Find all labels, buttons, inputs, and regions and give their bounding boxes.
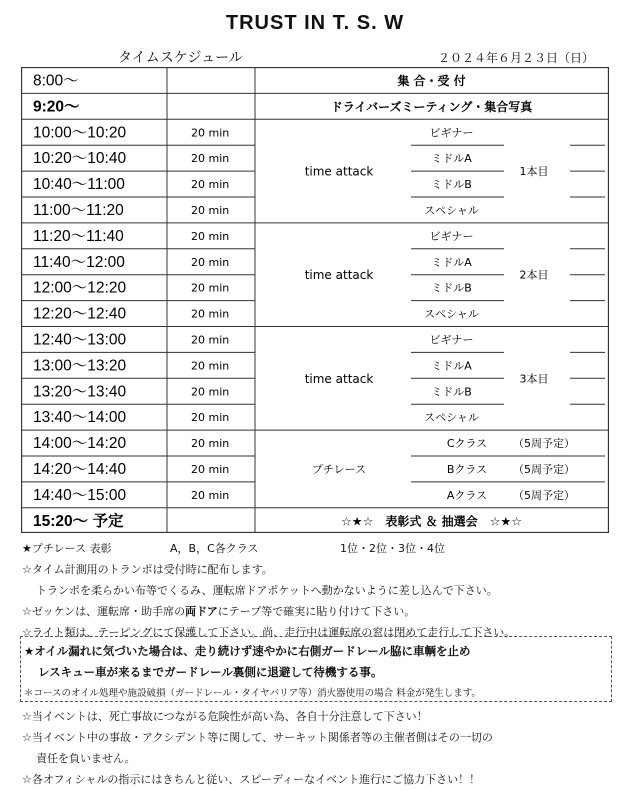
petit-race-label: プチレース	[311, 462, 367, 476]
slot-class: ビギナー	[429, 333, 474, 347]
slot-class: ミドルA	[431, 152, 472, 166]
note-number-plate-a: ☆ゼッケンは、運転席・助手席の	[22, 605, 186, 618]
meeting-time: 9:20〜	[33, 98, 80, 116]
slot-time: 12:40〜13:00	[33, 331, 127, 349]
block-run: 2本目	[519, 268, 549, 282]
slot-time: 14:40〜15:00	[33, 486, 127, 504]
note-number-plate-b: 両ドア	[185, 605, 218, 618]
slot-class: スペシャル	[424, 307, 479, 321]
race-laps: （5周予定）	[513, 462, 575, 476]
slot-duration: 20 min	[191, 333, 230, 347]
slot-class: ミドルA	[431, 255, 472, 269]
page-title: TRUST IN T. S. W	[225, 12, 405, 34]
note-liability: ☆当イベント中の事故・アクシデント等に関して、サーキット関係者等の主催者側はその一切の	[22, 731, 493, 744]
slot-class: スペシャル	[424, 411, 479, 425]
slot-duration: 20 min	[191, 385, 230, 399]
slot-class: スペシャル	[424, 203, 479, 217]
block-event: time attack	[304, 268, 374, 283]
slot-duration: 20 min	[191, 126, 230, 140]
gathering-label: 集 合・受 付	[397, 73, 466, 88]
note-number-plate-c: にテープ等で確実に貼り付けて下さい。	[217, 605, 416, 618]
event-date: ２０２４年６月２３日（日）	[438, 51, 595, 65]
slot-class: ミドルB	[431, 281, 472, 295]
slot-duration: 20 min	[191, 178, 230, 192]
slot-class: ミドルB	[431, 385, 472, 399]
race-laps: （5周予定）	[513, 488, 575, 502]
gathering-time: 8:00〜	[33, 72, 79, 90]
note-danger: ☆当イベントは、死亡事故につながる危険性が高い為、各自十分注意して下さい！	[22, 710, 428, 723]
slot-duration: 20 min	[191, 359, 230, 373]
note-officials: ☆各オフィシャルの指示にはきちんと従い、スピーディーなイベント進行にご協力下さい！！	[22, 773, 481, 786]
slot-time: 11:00〜11:20	[33, 202, 124, 220]
note-number-plate	[22, 603, 415, 619]
slot-duration: 20 min	[191, 203, 230, 217]
block-event: time attack	[304, 371, 374, 386]
award-label: ☆★☆ 表彰式 ＆ 抽選会 ☆★☆	[341, 514, 522, 529]
race-laps: （5周予定）	[513, 437, 575, 451]
slot-duration: 20 min	[191, 411, 230, 425]
block-run: 1本目	[519, 165, 549, 179]
block-event: time attack	[304, 164, 374, 179]
slot-time: 11:20〜11:40	[33, 227, 124, 245]
award-note-ranks: 1位・2位・3位・4位	[340, 542, 445, 555]
slot-class: ビギナー	[429, 126, 474, 140]
slot-time: 14:00〜14:20	[33, 435, 127, 453]
slot-class: ミドルA	[431, 359, 472, 373]
race-class: Aクラス	[446, 488, 488, 502]
race-class: Cクラス	[446, 437, 488, 451]
schedule-table	[21, 67, 609, 533]
slot-duration: 20 min	[191, 229, 230, 243]
slot-time: 14:20〜14:40	[33, 461, 127, 479]
slot-class: ビギナー	[429, 229, 474, 243]
notice-line-1: ★オイル漏れに気づいた場合は、走り続けず速やかに右側ガードレール脇に車輌を止め	[24, 644, 471, 658]
slot-time: 10:20〜10:40	[33, 150, 127, 168]
note-liability-cont: 責任を負いません。	[36, 752, 136, 765]
slot-time: 12:20〜12:40	[33, 305, 127, 323]
meeting-label: ドライバーズミーティング・集合写真	[330, 99, 533, 114]
slot-time: 12:00〜12:20	[33, 279, 127, 297]
slot-time: 13:40〜14:00	[33, 409, 127, 427]
schedule-subtitle: タイムスケジュール	[118, 50, 243, 66]
race-class: Bクラス	[446, 462, 488, 476]
award-note-label: ★プチレース 表彰	[22, 542, 112, 555]
award-note-classes: A，B，C各クラス	[170, 542, 259, 555]
slot-duration: 20 min	[191, 255, 230, 269]
award-time: 15:20〜 予定	[33, 512, 124, 530]
block-run: 3本目	[519, 372, 549, 386]
slot-duration: 20 min	[191, 462, 230, 476]
note-transponder: ☆タイム計測用のトランポは受付時に配布します。	[22, 563, 273, 576]
note-transponder-detail: トランポを柔らかい布等でくるみ、運転席ドアポケットへ動かないように差し込んで下さい。	[36, 584, 498, 597]
slot-duration: 20 min	[191, 488, 230, 502]
slot-duration: 20 min	[191, 281, 230, 295]
note-lights: ☆ライト類は、テーピングにて保護して下さい。尚、走行中は運転席の窓は閉めて走行して下さい。	[22, 626, 516, 639]
slot-class: ミドルB	[431, 178, 472, 192]
slot-duration: 20 min	[191, 437, 230, 451]
slot-time: 10:00〜10:20	[33, 124, 127, 142]
slot-time: 13:00〜13:20	[33, 357, 127, 375]
slot-duration: 20 min	[191, 152, 230, 166]
slot-time: 13:20〜13:40	[33, 383, 127, 401]
slot-time: 11:40〜12:00	[33, 253, 125, 271]
notice-line-3: ＊コースのオイル処理や施設破損（ガードレール・タイヤバリア等）消火器使用の場合 料金が発生します。	[24, 688, 481, 699]
slot-time: 10:40〜11:00	[33, 176, 125, 194]
slot-duration: 20 min	[191, 307, 230, 321]
notice-line-2: レスキュー車が来るまでガードレール裏側に退避して待機する事。	[38, 665, 383, 679]
